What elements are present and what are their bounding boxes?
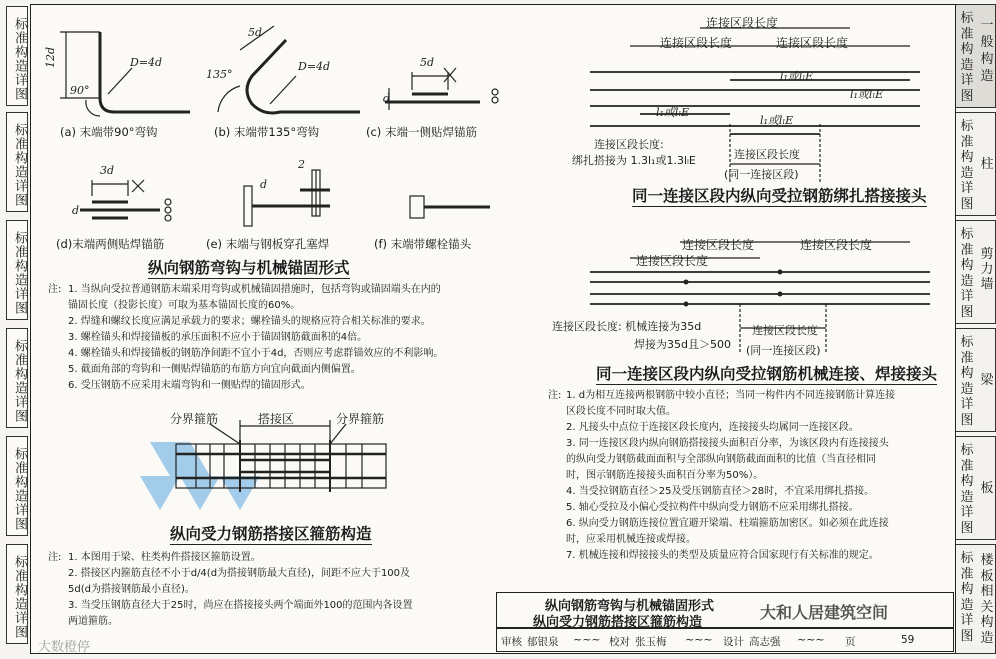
- right-tab-column[interactable]: [954, 112, 996, 216]
- anchor-figures: [40, 20, 500, 260]
- note-line: 时，图示钢筋连接接头面积百分率为50%）。: [566, 470, 764, 481]
- mech-dim-a: 连接区段长度: [682, 238, 755, 252]
- stirrup-title: 纵向受力钢筋搭接区箍筋构造: [170, 522, 372, 545]
- left-tab-5: [6, 436, 28, 536]
- page-number: 59: [901, 634, 915, 646]
- design-name: 高志强: [749, 636, 781, 648]
- review-name: 郁银泉: [527, 636, 559, 648]
- left-tab-1: [6, 6, 28, 106]
- stirrup-notes-label: 注:: [48, 552, 62, 563]
- caption-e: (e) 末端与钢板穿孔塞焊: [206, 237, 330, 251]
- label-a-len: 12d: [44, 46, 57, 68]
- label-d-d: d: [72, 204, 80, 217]
- caption-b: (b) 末端带135°弯钩: [214, 125, 320, 139]
- left-tab-label: 标准构造详图: [12, 231, 27, 315]
- label-e-2: 2: [298, 158, 305, 171]
- label-c-d: d: [383, 92, 391, 105]
- mech-notes: [566, 388, 895, 564]
- right-tab-vertical: 标准构造详图: [960, 119, 974, 212]
- lap-same-zone: (同一连接区段): [724, 168, 799, 181]
- right-tab-label: 剪力墙: [980, 247, 994, 292]
- lap-dim-bottom: 连接区段长度: [734, 148, 800, 161]
- right-tab-label: 梁: [980, 373, 994, 388]
- note-line: 2. 焊缝和螺纹长度应满足承载力的要求；螺栓锚头的规格应符合相关标准的要求。: [68, 316, 431, 327]
- signature-row: [496, 628, 954, 652]
- lap-title: 同一连接区段内纵向受拉钢筋绑扎搭接接头: [632, 184, 927, 207]
- right-tab-beam[interactable]: [954, 328, 996, 432]
- lap-dim-b: 连接区段长度: [776, 36, 849, 50]
- label-c-len: 5d: [420, 56, 435, 69]
- anchor-title: 纵向钢筋弯钩与机械锚固形式: [148, 256, 350, 279]
- label-boundary-right: 分界箍筋: [336, 412, 385, 426]
- note-line: 5d(d为搭接钢筋最小直径)。: [68, 584, 195, 595]
- check-name: 张玉梅: [635, 636, 667, 648]
- note-line: 1. 当纵向受拉普通钢筋末端采用弯钩或机械锚固措施时，包括弯钩或锚固端头在内的: [68, 284, 441, 295]
- lap-note-line1: 连接区段长度:: [594, 138, 664, 151]
- label-lap-zone: 搭接区: [258, 412, 295, 426]
- right-tab-vertical: 标准构造详图: [960, 11, 974, 104]
- check-label: 校对: [609, 636, 630, 648]
- note-line: 2. 凡接头中点位于连接区段长度内，连接接头均属同一连接区段。: [566, 422, 859, 433]
- left-tab-label: 标准构造详图: [12, 17, 27, 101]
- label-b-D: D=4d: [298, 60, 331, 73]
- note-line: 6. 受压钢筋不应采用末端弯钩和一侧贴焊的锚固形式。: [68, 380, 311, 391]
- label-boundary-left: 分界箍筋: [170, 412, 219, 426]
- note-line: 4. 当受拉钢筋直径＞25及受压钢筋直径＞28时，不宜采用绑扎搭接。: [566, 486, 875, 497]
- note-line: 7. 机械连接和焊接接头的类型及质量应符合国家现行有关标准的规定。: [566, 550, 879, 561]
- note-line: 5. 截面角部的弯钩和一侧贴焊锚筋的布筋方向宜向截面内侧偏置。: [68, 364, 361, 375]
- caption-c: (c) 末端一侧贴焊锚筋: [366, 125, 477, 139]
- left-tab-4: [6, 328, 28, 428]
- right-tab-vertical: 标准构造详图: [960, 551, 974, 644]
- note-line: 1. d为相互连接两根钢筋中较小直径；当同一构件内不同连接钢筋计算连接: [566, 390, 896, 401]
- bar-label-2: l₁或lₗE: [850, 88, 884, 101]
- lap-dim-top: 连接区段长度: [706, 16, 779, 30]
- note-line: 3. 当受压钢筋直径大于25时，尚应在搭接接头两个端面外100的范围内各设置: [68, 600, 413, 611]
- note-line: 3. 同一连接区段内纵向钢筋搭接接头面积百分率，为该区段内有连接接头: [566, 438, 889, 449]
- label-a-angle: 90°: [70, 84, 90, 97]
- note-line: 两道箍筋。: [68, 616, 118, 627]
- design-signature: ~~~: [797, 633, 825, 646]
- review-signature: ~~~: [573, 633, 601, 646]
- right-tab-shearwall[interactable]: [954, 220, 996, 324]
- design-label: 设计: [723, 636, 744, 648]
- right-tab-label: 楼板相关构造: [980, 553, 994, 646]
- label-b-len: 5d: [248, 26, 263, 39]
- note-line: 的纵向受力钢筋截面面积与全部纵向钢筋截面面积的比值（当直径相同: [566, 454, 876, 465]
- right-tab-general[interactable]: [954, 4, 996, 108]
- lap-dim-a: 连接区段长度: [660, 36, 733, 50]
- note-line: 2. 搭接区内箍筋直径不小于d/4(d为搭接钢筋最大直径)，间距不应大于100及: [68, 568, 411, 579]
- page-label: 页: [845, 636, 856, 648]
- note-line: 区段长度不同时取大值。: [566, 406, 676, 417]
- left-tab-3: [6, 220, 28, 320]
- right-tab-vertical: 标准构造详图: [960, 335, 974, 428]
- label-d-len: 3d: [100, 164, 115, 177]
- mech-note-line1: 连接区段长度: 机械连接为35d: [552, 320, 702, 333]
- right-tab-label: 板: [980, 481, 994, 496]
- label-b-angle: 135°: [206, 68, 233, 81]
- anchor-notes-label: 注:: [48, 284, 62, 295]
- left-tab-6: [6, 544, 28, 644]
- anchor-notes: [68, 282, 443, 394]
- right-tab-slab-related[interactable]: [954, 544, 996, 654]
- mech-dim-bottom: 连接区段长度: [752, 324, 818, 337]
- note-line: 4. 螺栓锚头和焊接锚板的钢筋净间距不宜小于4d，否则应考虑群锚效应的不利影响。: [68, 348, 444, 359]
- right-tab-label: 柱: [980, 157, 994, 172]
- right-tab-label: 一般构造: [980, 18, 994, 84]
- left-tab-label: 标准构造详图: [12, 555, 27, 639]
- watermark-right: 大和人居建筑空间: [760, 603, 889, 622]
- label-a-D: D=4d: [130, 56, 163, 69]
- title-block-line1: 纵向钢筋弯钩与机械锚固形式: [545, 599, 715, 614]
- left-tab-label: 标准构造详图: [12, 447, 27, 531]
- bar-label-3: l₁或lₗE: [656, 106, 690, 119]
- label-e-d: d: [260, 178, 268, 191]
- caption-f: (f) 末端带螺栓锚头: [374, 237, 472, 251]
- left-tab-2: [6, 112, 28, 212]
- lap-note-line2: 绑扎搭接为 1.3l₁或1.3lₗE: [572, 154, 696, 167]
- mech-dim-c: 连接区段长度: [636, 254, 709, 268]
- caption-a: (a) 末端带90°弯钩: [60, 125, 158, 139]
- mech-dim-b: 连接区段长度: [800, 238, 873, 252]
- left-tab-label: 标准构造详图: [12, 123, 27, 207]
- check-signature: ~~~: [685, 633, 713, 646]
- right-tab-vertical: 标准构造详图: [960, 443, 974, 536]
- right-tab-slab[interactable]: [954, 436, 996, 540]
- caption-d: (d)末端两侧贴焊锚筋: [56, 237, 165, 251]
- mech-title: 同一连接区段内纵向受拉钢筋机械连接、焊接接头: [596, 362, 937, 385]
- watermark-triangles: [140, 442, 260, 510]
- note-line: 时，应采用机械连接或焊接。: [566, 534, 696, 545]
- watermark-left: 大数橙停: [38, 640, 91, 655]
- note-line: 6. 纵向受力钢筋连接位置宜避开梁端、柱端箍筋加密区。如必须在此连接: [566, 518, 889, 529]
- review-label: 审核: [501, 636, 522, 648]
- mech-notes-label: 注:: [548, 390, 562, 401]
- right-tab-vertical: 标准构造详图: [960, 227, 974, 320]
- left-tab-label: 标准构造详图: [12, 339, 27, 423]
- bar-label-4: l₁或lₗE: [760, 114, 794, 127]
- note-line: 锚固长度（投影长度）可取为基本锚固长度的60%。: [68, 300, 301, 311]
- bar-label-1: l₁或lₗE: [780, 70, 814, 83]
- note-line: 3. 螺栓锚头和焊接锚板的承压面积不应小于锚固钢筋截面积的4倍。: [68, 332, 368, 343]
- note-line: 5. 轴心受拉及小偏心受拉构件中纵向受力钢筋不应采用绑扎搭接。: [566, 502, 859, 513]
- stirrup-notes: [68, 550, 413, 630]
- note-line: 1. 本图用于梁、柱类构件搭接区箍筋设置。: [68, 552, 261, 563]
- mech-note-line2: 焊接为35d且＞500: [634, 338, 731, 351]
- title-block-line2: 纵向受力钢筋搭接区箍筋构造: [533, 615, 703, 630]
- mech-same-zone: (同一连接区段): [746, 344, 821, 357]
